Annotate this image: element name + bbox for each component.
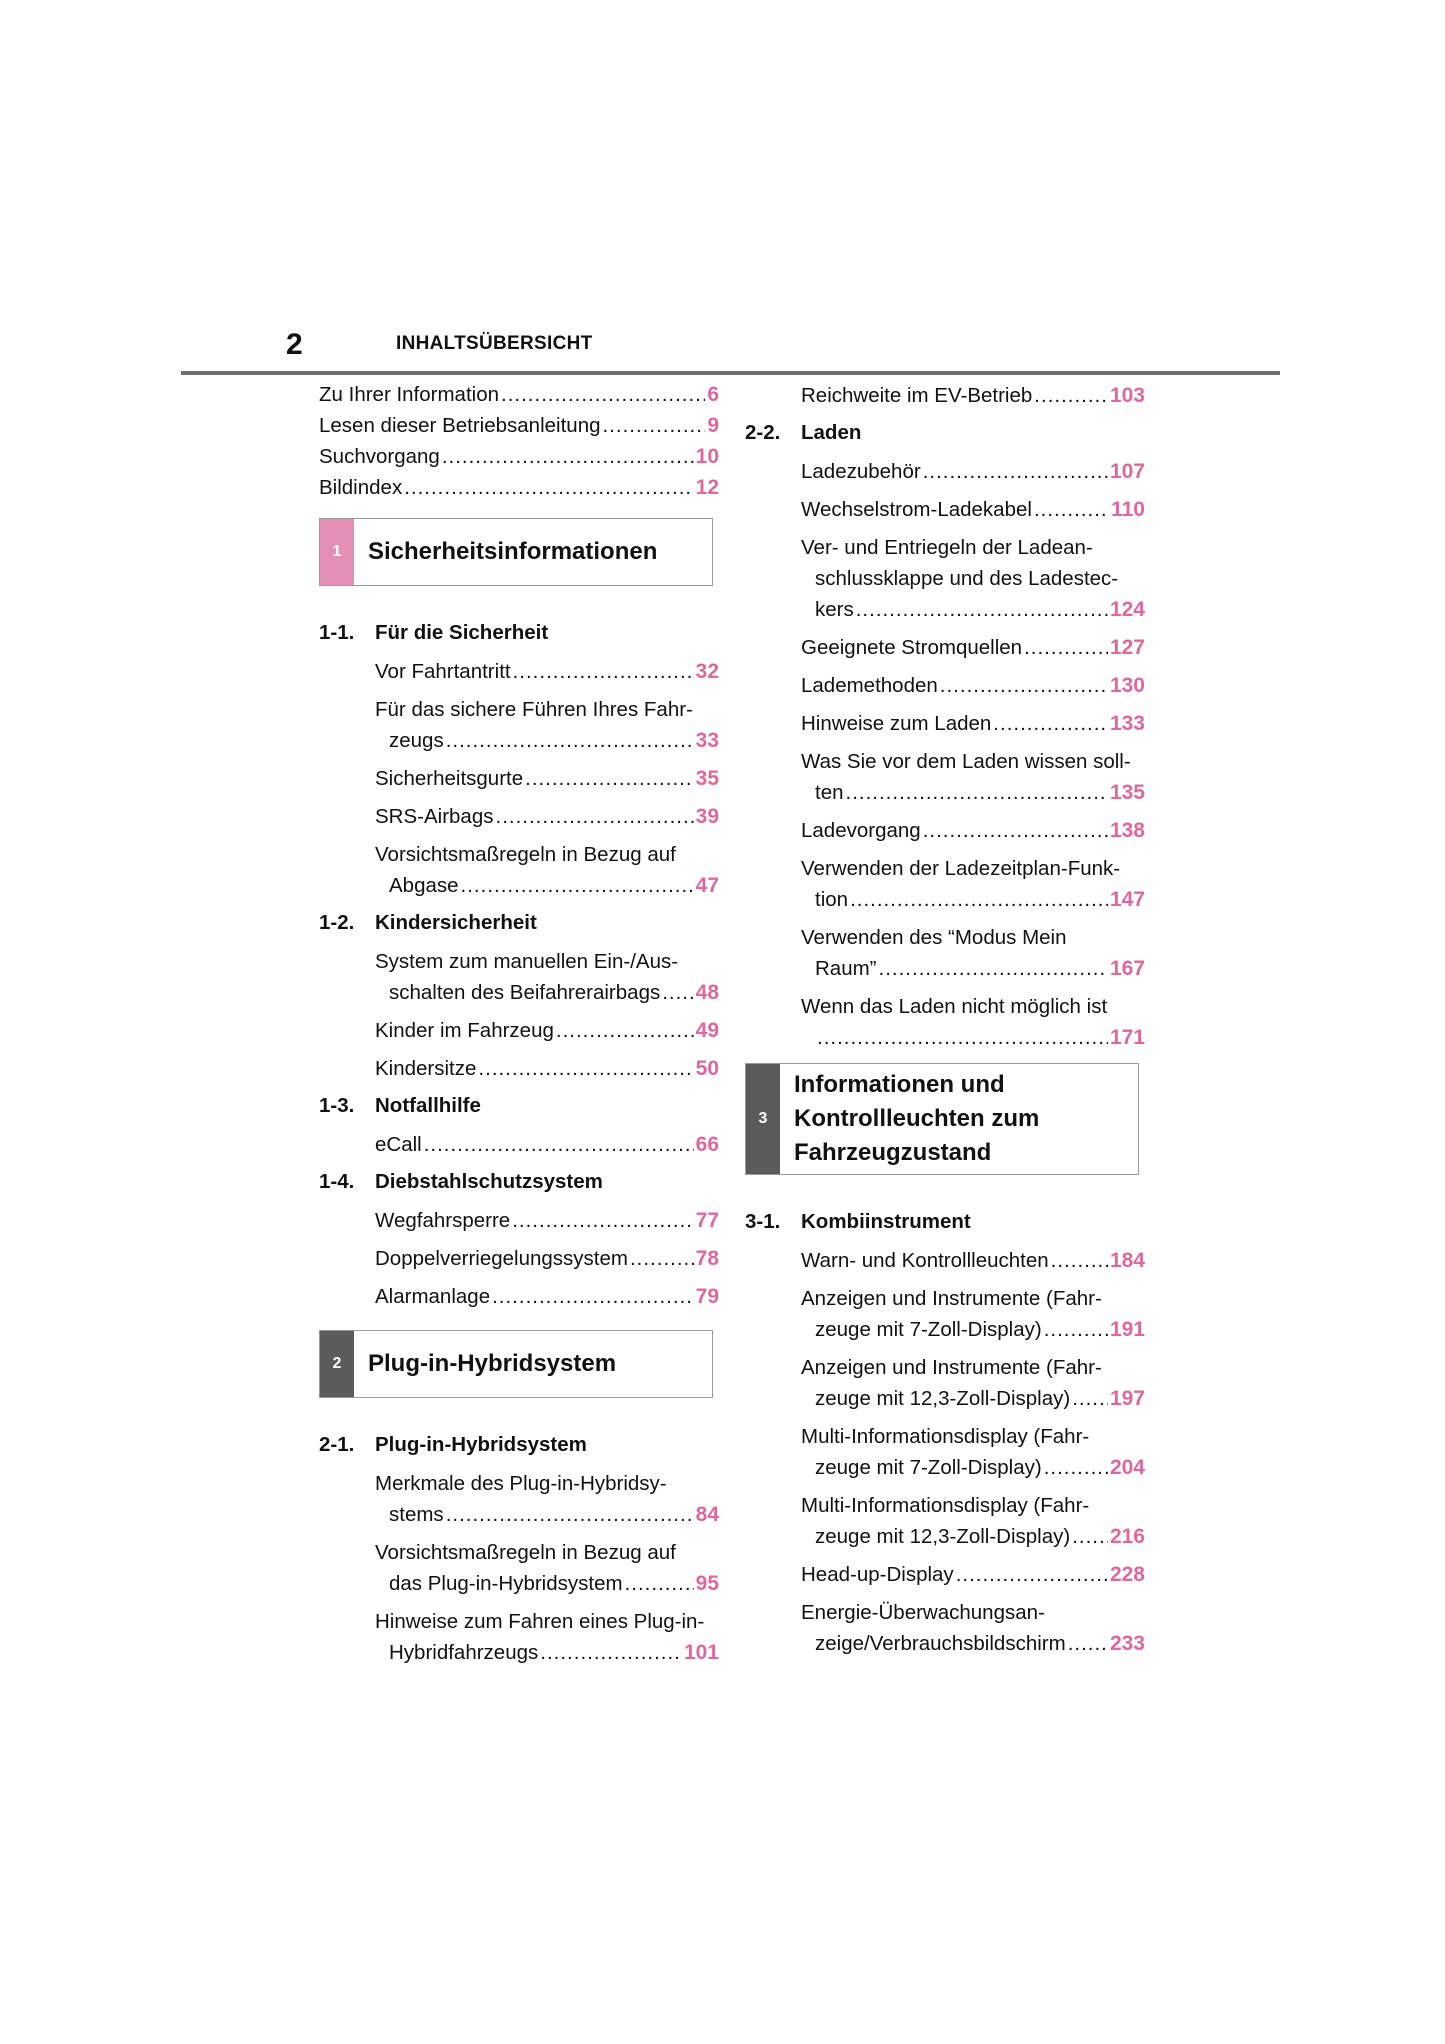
toc-entry-last-line: [375, 656, 719, 687]
toc-entry[interactable]: [801, 922, 1145, 984]
section-3-1: [745, 1207, 1145, 1659]
leader-dots: [630, 1243, 694, 1274]
leader-dots: [424, 1129, 694, 1160]
leader-dots: [1044, 1314, 1108, 1345]
section-entries: [319, 1205, 719, 1312]
toc-entry-line: Energie-Überwachungsan-: [801, 1601, 1045, 1624]
section-heading: [319, 1430, 719, 1459]
toc-entry[interactable]: [801, 670, 1145, 701]
toc-entry-title: kers: [815, 598, 854, 621]
toc-entry-title: Kindersitze: [375, 1057, 477, 1080]
section-title: Kombiinstrument: [801, 1210, 971, 1233]
leader-dots: [662, 977, 693, 1008]
toc-entry[interactable]: [801, 532, 1145, 625]
toc-entry[interactable]: [801, 456, 1145, 487]
section-heading: [319, 1167, 719, 1196]
toc-entry-title: Wegfahrsperre: [375, 1209, 511, 1232]
leader-dots: [461, 870, 694, 901]
page-ref[interactable]: 228: [1109, 1563, 1145, 1586]
toc-entry[interactable]: [801, 1597, 1145, 1659]
leader-dots: [501, 380, 705, 409]
toc-entry[interactable]: [801, 815, 1145, 846]
chapter-1-tab: 1: [320, 519, 354, 585]
toc-entry-line: Verwenden des “Modus Mein: [801, 926, 1067, 949]
toc-entry-line: Multi-Informationsdisplay (Fahr-: [801, 1494, 1090, 1517]
toc-entry-last-line: [375, 1499, 719, 1530]
leader-dots: [556, 1015, 694, 1046]
toc-entry-title: ten: [815, 781, 844, 804]
leader-dots: [850, 884, 1108, 915]
toc-entry[interactable]: [375, 946, 719, 1008]
toc-entry-last-line: [375, 1637, 719, 1668]
section-title: Für die Sicherheit: [375, 621, 549, 644]
page-ref[interactable]: 204: [1109, 1456, 1145, 1479]
page-ref[interactable]: 35: [695, 767, 719, 790]
leader-dots: [956, 1559, 1108, 1590]
chapter-1-box[interactable]: [319, 518, 713, 586]
toc-entry-line: Was Sie vor dem Laden wissen soll-: [801, 750, 1131, 773]
section-1-1: [319, 618, 719, 901]
section-1-4: [319, 1167, 719, 1312]
page-ref[interactable]: 107: [1109, 460, 1145, 483]
section-entries: [319, 1129, 719, 1160]
leader-dots: [1034, 494, 1109, 525]
chapter-3-title-line: Informationen und: [794, 1071, 1005, 1098]
toc-entry[interactable]: [375, 1468, 719, 1530]
toc-entry-last-line: [375, 763, 719, 794]
leader-dots: [1034, 380, 1108, 411]
toc-entry-last-line: [801, 380, 1145, 411]
toc-entry-last-line: [801, 1245, 1145, 1276]
leader-dots: [625, 1568, 694, 1599]
page-ref[interactable]: 79: [695, 1285, 719, 1308]
page-number: 2: [286, 328, 303, 361]
toc-entry[interactable]: [801, 1559, 1145, 1590]
toc-entry-line: Anzeigen und Instrumente (Fahr-: [801, 1287, 1102, 1310]
leader-dots: [525, 763, 694, 794]
toc-entry-last-line: [375, 1205, 719, 1236]
page-ref[interactable]: 124: [1109, 598, 1145, 621]
section-1-2: [319, 908, 719, 1084]
toc-entry[interactable]: [375, 839, 719, 901]
page-ref[interactable]: 101: [683, 1641, 719, 1664]
toc-entry[interactable]: [375, 1606, 719, 1668]
toc-entry-line: Multi-Informationsdisplay (Fahr-: [801, 1425, 1090, 1448]
leader-dots: [603, 411, 706, 440]
toc-entry-line: schlussklappe und des Ladestec-: [815, 567, 1119, 590]
toc-entry-last-line: [801, 1022, 1145, 1053]
page-ref[interactable]: 184: [1109, 1249, 1145, 1272]
leader-dots: [923, 815, 1108, 846]
toc-entry[interactable]: [801, 1352, 1145, 1414]
toc-entry-title: schalten des Beifahrerairbags: [389, 981, 661, 1004]
toc-entry[interactable]: [375, 1053, 719, 1084]
toc-entry-last-line: [801, 708, 1145, 739]
section-number: 1-1.: [319, 621, 355, 644]
toc-entry-last-line: [801, 884, 1145, 915]
toc-entry-last-line: [801, 777, 1145, 808]
leader-dots: [846, 777, 1108, 808]
page-ref[interactable]: 47: [695, 874, 719, 897]
section-heading: [319, 618, 719, 647]
page-ref[interactable]: 6: [707, 383, 719, 406]
intro-item[interactable]: [319, 411, 719, 440]
chapter-1-title: Sicherheitsinformationen: [368, 538, 658, 565]
leader-dots: [478, 1053, 693, 1084]
chapter-2-tab: 2: [320, 1331, 354, 1397]
toc-column-right: [745, 380, 1145, 1666]
section-entries: [319, 946, 719, 1084]
chapter-2-box[interactable]: [319, 1330, 713, 1398]
leader-dots: [923, 456, 1108, 487]
toc-entry-title: zeuge mit 7-Zoll-Display): [815, 1456, 1042, 1479]
intro-list: [319, 380, 719, 502]
toc-entry-line: Für das sichere Führen Ihres Fahr-: [375, 698, 693, 721]
toc-entry[interactable]: [375, 1205, 719, 1236]
toc-entry[interactable]: [375, 1015, 719, 1046]
toc-entry-line: Wenn das Laden nicht möglich ist: [801, 995, 1108, 1018]
section-number: 1-3.: [319, 1094, 355, 1117]
toc-entry-title: Kinder im Fahrzeug: [375, 1019, 554, 1042]
toc-entry-last-line: [801, 494, 1145, 525]
toc-entry-title: Ladezubehör: [801, 460, 921, 483]
toc-entry-line: System zum manuellen Ein-/Aus-: [375, 950, 679, 973]
toc-entry[interactable]: [801, 708, 1145, 739]
section-2-1-continued: [745, 380, 1145, 411]
toc-entry-title: zeuge mit 12,3-Zoll-Display): [815, 1387, 1071, 1410]
section-number: 2-1.: [319, 1433, 355, 1456]
page-ref[interactable]: 110: [1111, 498, 1145, 521]
toc-entry-title: Alarmanlage: [375, 1285, 491, 1308]
toc-entry-last-line: [801, 1521, 1145, 1552]
toc-entry[interactable]: [801, 1490, 1145, 1552]
leader-dots: [993, 708, 1108, 739]
toc-entry-last-line: [801, 456, 1145, 487]
leader-dots: [940, 670, 1108, 701]
page-ref[interactable]: 84: [695, 1503, 719, 1526]
toc-entry-title: Doppelverriegelungssystem: [375, 1247, 628, 1270]
toc-entry-last-line: [375, 725, 719, 756]
toc-entry-last-line: [375, 977, 719, 1008]
section-heading: [745, 1207, 1145, 1236]
page-ref[interactable]: 49: [695, 1019, 719, 1042]
leader-dots: [513, 656, 694, 687]
page-ref[interactable]: 32: [695, 660, 719, 683]
leader-dots: [540, 1637, 682, 1668]
page-ref[interactable]: 127: [1109, 636, 1145, 659]
toc-entry[interactable]: [375, 763, 719, 794]
toc-entry-line: Anzeigen und Instrumente (Fahr-: [801, 1356, 1102, 1379]
toc-entry-title: zeige/Verbrauchsbildschirm: [815, 1632, 1066, 1655]
toc-entry-last-line: [801, 670, 1145, 701]
page-ref[interactable]: 66: [695, 1133, 719, 1156]
leader-dots: [442, 442, 694, 471]
section-2-1: [319, 1430, 719, 1668]
toc-entry-last-line: [375, 1129, 719, 1160]
toc-entry-title: Geeignete Stromquellen: [801, 636, 1023, 659]
intro-item[interactable]: [319, 442, 719, 471]
page-ref[interactable]: 233: [1109, 1632, 1145, 1655]
leader-dots: [492, 1281, 694, 1312]
toc-entry-last-line: [375, 1243, 719, 1274]
toc-entry[interactable]: [801, 494, 1145, 525]
toc-entry-title: Wechselstrom-Ladekabel: [801, 498, 1032, 521]
intro-item-title: Lesen dieser Betriebsanleitung: [319, 414, 601, 437]
toc-entry[interactable]: [375, 1129, 719, 1160]
intro-item-title: Zu Ihrer Information: [319, 383, 500, 406]
leader-dots: [1072, 1383, 1108, 1414]
toc-entry-title: Reichweite im EV-Betrieb: [801, 384, 1033, 407]
toc-entry-line: Vorsichtsmaßregeln in Bezug auf: [375, 843, 676, 866]
intro-item-title: Bildindex: [319, 476, 403, 499]
toc-entry-title: eCall: [375, 1133, 422, 1156]
section-heading: [745, 418, 1145, 447]
toc-entry-title: zeuge mit 12,3-Zoll-Display): [815, 1525, 1071, 1548]
toc-entry-last-line: [801, 815, 1145, 846]
toc-entry[interactable]: [375, 1281, 719, 1312]
page-ref[interactable]: 191: [1109, 1318, 1145, 1341]
toc-entry-title: Ladevorgang: [801, 819, 921, 842]
section-heading: [319, 908, 719, 937]
leader-dots: [1044, 1452, 1108, 1483]
section-1-3: [319, 1091, 719, 1160]
page-ref[interactable]: 48: [695, 981, 719, 1004]
section-number: 1-2.: [319, 911, 355, 934]
page-ref[interactable]: 147: [1109, 888, 1145, 911]
toc-column-left: [319, 380, 719, 1675]
page-ref[interactable]: 167: [1109, 957, 1145, 980]
toc-entry[interactable]: [375, 801, 719, 832]
toc-entry-line: Hinweise zum Fahren eines Plug-in-: [375, 1610, 705, 1633]
section-title: Laden: [801, 421, 862, 444]
toc-entry[interactable]: [375, 694, 719, 756]
leader-dots: [1068, 1628, 1108, 1659]
page-ref[interactable]: 135: [1109, 781, 1145, 804]
section-entries: [745, 1245, 1145, 1659]
toc-entry[interactable]: [375, 1537, 719, 1599]
toc-entry-title: Hybridfahrzeugs: [389, 1641, 539, 1664]
intro-item-title: Suchvorgang: [319, 445, 440, 468]
toc-entry-last-line: [375, 801, 719, 832]
toc-entry-line: Merkmale des Plug-in-Hybridsy-: [375, 1472, 667, 1495]
leader-dots: [1072, 1521, 1108, 1552]
toc-entry-last-line: [801, 1452, 1145, 1483]
page-ref[interactable]: 9: [707, 414, 719, 437]
toc-entry[interactable]: [801, 746, 1145, 808]
section-title: Diebstahlschutzsystem: [375, 1170, 603, 1193]
section-title: Notfallhilfe: [375, 1094, 481, 1117]
toc-entry[interactable]: [375, 656, 719, 687]
section-entries: [319, 656, 719, 901]
page-ref[interactable]: 216: [1109, 1525, 1145, 1548]
chapter-3-tab: 3: [746, 1064, 780, 1174]
toc-entry-title: Raum”: [815, 957, 877, 980]
page-header-title: INHALTSÜBERSICHT: [396, 333, 593, 354]
toc-entry-title: Abgase: [389, 874, 459, 897]
leader-dots: [446, 1499, 694, 1530]
page-ref[interactable]: 12: [695, 476, 719, 499]
section-entries: [319, 1468, 719, 1668]
section-number: 1-4.: [319, 1170, 355, 1193]
toc-entry-last-line: [375, 1053, 719, 1084]
toc-entry-last-line: [801, 632, 1145, 663]
toc-entry-line: Vorsichtsmaßregeln in Bezug auf: [375, 1541, 676, 1564]
toc-entry[interactable]: [801, 632, 1145, 663]
toc-entry[interactable]: [801, 1421, 1145, 1483]
toc-entry-title: das Plug-in-Hybridsystem: [389, 1572, 623, 1595]
page-ref[interactable]: 78: [695, 1247, 719, 1270]
section-entries: [745, 456, 1145, 1053]
page-ref[interactable]: 50: [695, 1057, 719, 1080]
toc-entry-title: zeugs: [389, 729, 444, 752]
intro-item[interactable]: [319, 473, 719, 502]
page-ref[interactable]: 77: [695, 1209, 719, 1232]
leader-dots: [446, 725, 694, 756]
leader-dots: [404, 473, 693, 502]
chapter-3-title-line: Fahrzeugzustand: [794, 1139, 992, 1166]
toc-entry[interactable]: [801, 853, 1145, 915]
page-ref[interactable]: 133: [1109, 712, 1145, 735]
leader-dots: [879, 953, 1108, 984]
toc-entry[interactable]: [801, 380, 1145, 411]
section-number: 2-2.: [745, 421, 781, 444]
toc-entry-title: tion: [815, 888, 849, 911]
leader-dots: [856, 594, 1108, 625]
section-number: 3-1.: [745, 1210, 781, 1233]
page-ref[interactable]: 171: [1109, 1026, 1145, 1049]
toc-entry-title: Hinweise zum Laden: [801, 712, 992, 735]
section-title: Plug-in-Hybridsystem: [375, 1433, 587, 1456]
toc-entry[interactable]: [801, 1245, 1145, 1276]
chapter-2-title: Plug-in-Hybridsystem: [368, 1350, 617, 1377]
page-ref[interactable]: 95: [695, 1572, 719, 1595]
leader-dots: [817, 1022, 1108, 1053]
page-ref[interactable]: 130: [1109, 674, 1145, 697]
page-ref[interactable]: 138: [1109, 819, 1145, 842]
section-heading: [319, 1091, 719, 1120]
toc-entry[interactable]: [801, 1283, 1145, 1345]
toc-entry-title: Sicherheitsgurte: [375, 767, 524, 790]
toc-entry-last-line: [375, 1015, 719, 1046]
toc-entry-title: zeuge mit 7-Zoll-Display): [815, 1318, 1042, 1341]
leader-dots: [512, 1205, 693, 1236]
section-2-2: [745, 418, 1145, 1053]
leader-dots: [1051, 1245, 1108, 1276]
intro-item[interactable]: [319, 380, 719, 409]
toc-entry-title: stems: [389, 1503, 444, 1526]
toc-entry-last-line: [801, 953, 1145, 984]
toc-entry-title: Head-up-Display: [801, 1563, 954, 1586]
toc-entry-last-line: [801, 594, 1145, 625]
page-ref[interactable]: 33: [695, 729, 719, 752]
toc-entry-last-line: [801, 1314, 1145, 1345]
toc-entry-last-line: [801, 1628, 1145, 1659]
leader-dots: [1024, 632, 1108, 663]
toc-entry-last-line: [801, 1383, 1145, 1414]
toc-entry-line: Ver- und Entriegeln der Ladean-: [801, 536, 1093, 559]
toc-entry-last-line: [375, 870, 719, 901]
toc-entry-title: SRS-Airbags: [375, 805, 494, 828]
page-ref[interactable]: 103: [1109, 384, 1145, 407]
toc-entry-last-line: [375, 1568, 719, 1599]
toc-entry-title: Vor Fahrtantritt: [375, 660, 511, 683]
leader-dots: [496, 801, 694, 832]
toc-entry[interactable]: [375, 1243, 719, 1274]
header-rule: [181, 371, 1280, 375]
toc-entry-title: Lademethoden: [801, 674, 938, 697]
page-ref[interactable]: 10: [695, 445, 719, 468]
toc-entry-last-line: [375, 1281, 719, 1312]
toc-entry[interactable]: [801, 991, 1145, 1053]
chapter-3-title-line: Kontrollleuchten zum: [794, 1105, 1040, 1132]
page-ref[interactable]: 39: [695, 805, 719, 828]
section-title: Kindersicherheit: [375, 911, 537, 934]
page-ref[interactable]: 197: [1109, 1387, 1145, 1410]
chapter-3-box[interactable]: [745, 1063, 1139, 1175]
toc-entry-title: Warn- und Kontrollleuchten: [801, 1249, 1049, 1272]
toc-entry-last-line: [801, 1559, 1145, 1590]
chapter-3-title: [780, 1064, 1053, 1174]
toc-entry-line: Verwenden der Ladezeitplan-Funk-: [801, 857, 1121, 880]
